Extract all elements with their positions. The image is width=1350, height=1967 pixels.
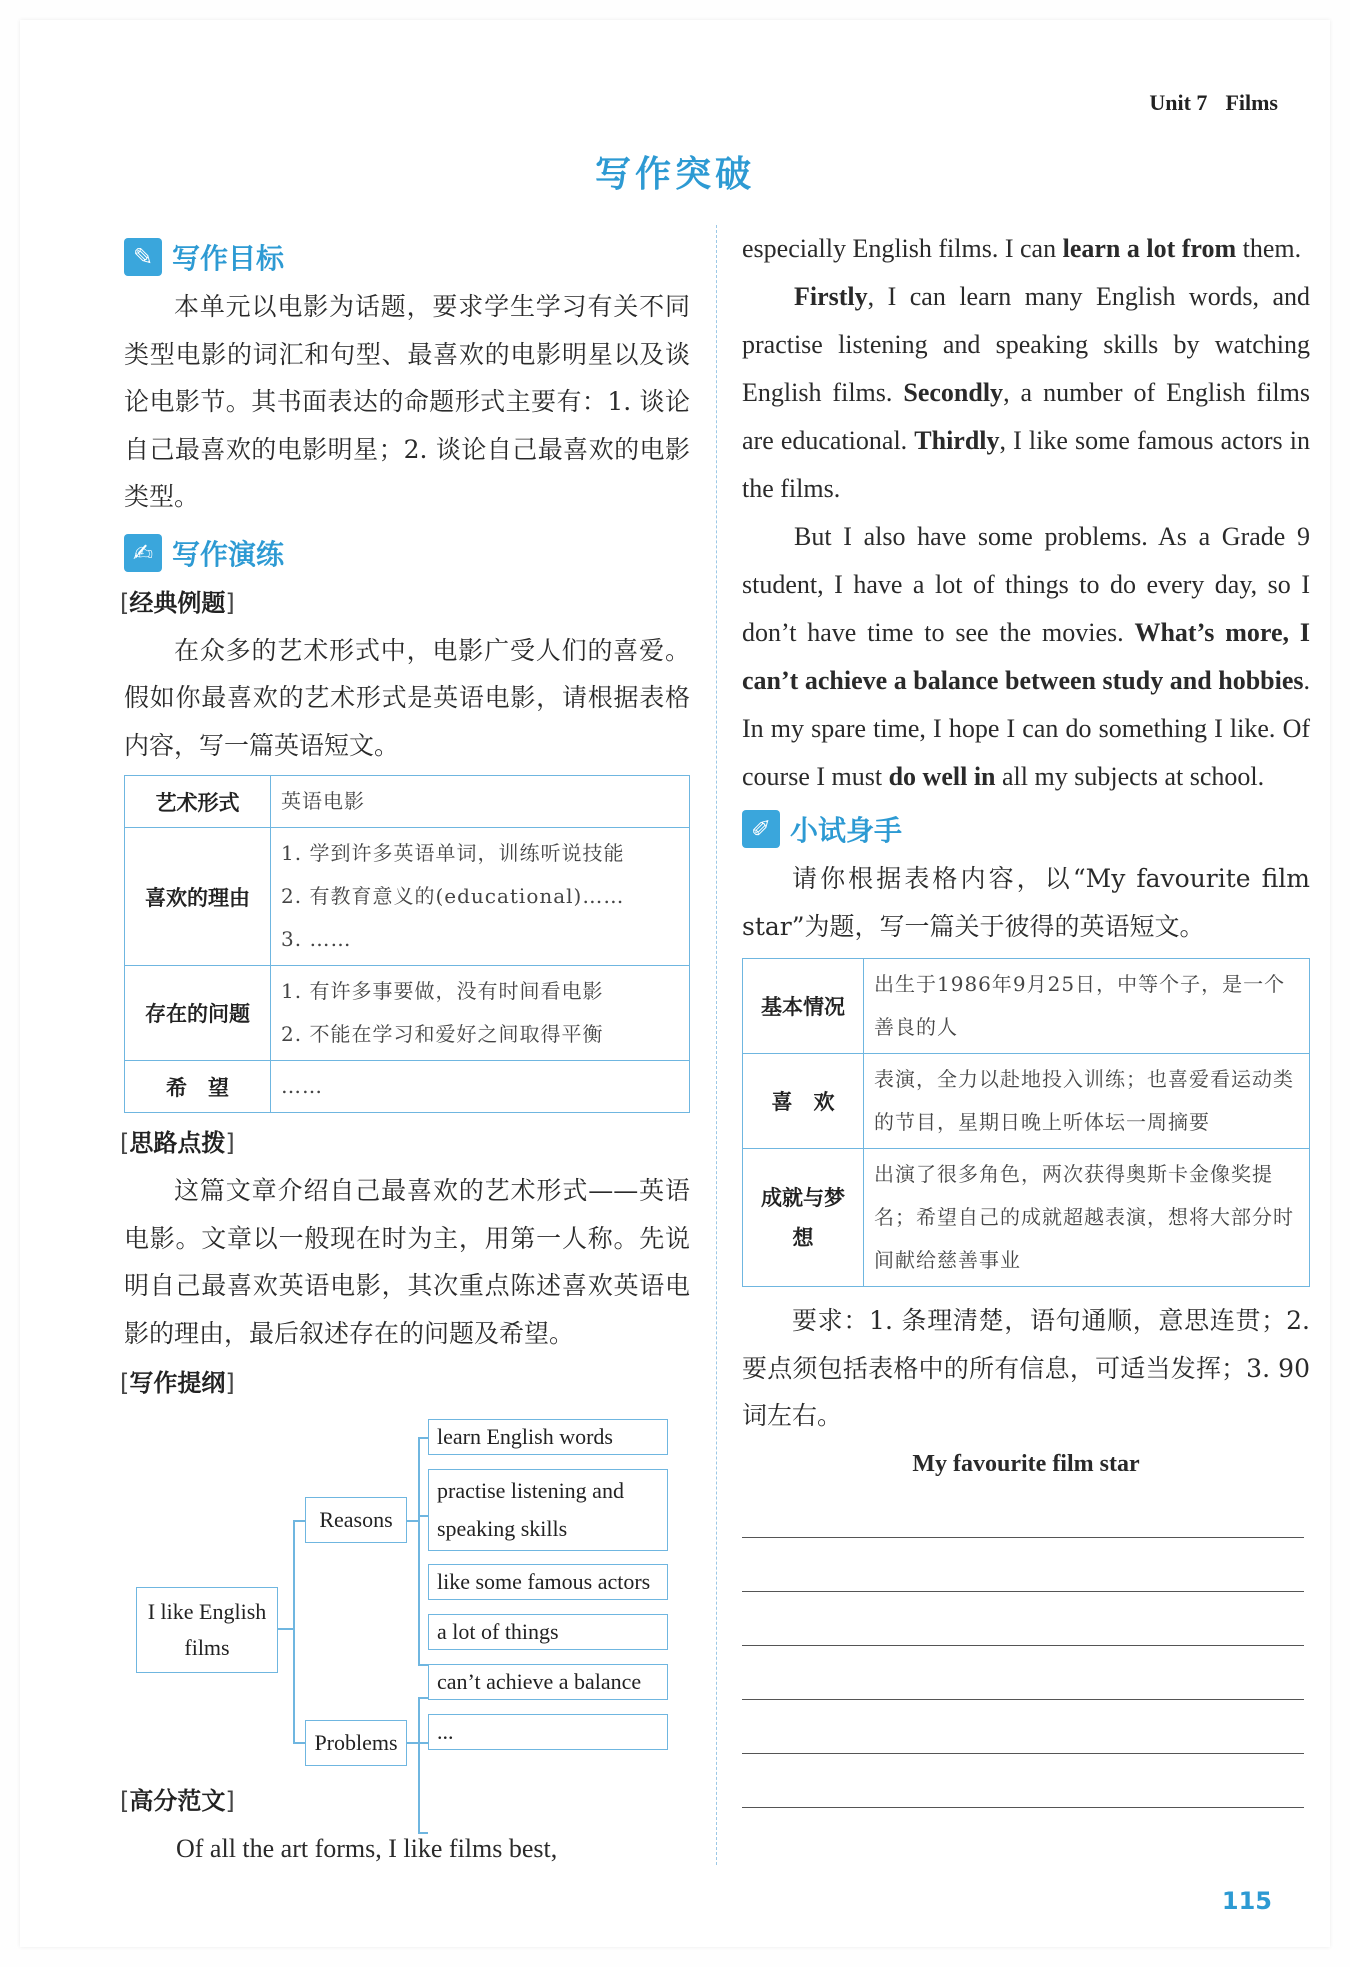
writing-line[interactable] bbox=[742, 1754, 1304, 1808]
problem-item: 2. 不能在学习和爱好之间取得平衡 bbox=[281, 1022, 604, 1046]
left-column bbox=[120, 225, 690, 1873]
writing-line[interactable] bbox=[742, 1592, 1304, 1646]
table-val-problems bbox=[271, 966, 690, 1061]
outline-root: I like English films bbox=[136, 1587, 278, 1673]
connector bbox=[418, 1697, 428, 1699]
try-table bbox=[742, 958, 1310, 1287]
section-goal-title: 写作目标 bbox=[172, 242, 285, 275]
writing-outline-diagram bbox=[124, 1407, 690, 1867]
essay-title: My favourite film star bbox=[912, 1450, 1140, 1477]
section-try-header bbox=[742, 805, 1310, 853]
table-head-problems: 存在的问题 bbox=[125, 966, 271, 1061]
connector bbox=[418, 1664, 428, 1666]
try-intro: 请你根据表格内容，以“My favourite film star”为题，写一篇关于彼得的英语短文。 bbox=[742, 864, 1310, 941]
goal-text: 本单元以电影为话题，要求学生学习有关不同类型电影的词汇和句型、最喜欢的电影明星以及谈论电影节。其书面表达的命题形式主要有：1. 谈论自己最喜欢的电影明星；2. 谈论自己最喜欢的电影类型。 bbox=[124, 292, 690, 511]
connector bbox=[418, 1697, 420, 1833]
connector bbox=[418, 1515, 428, 1517]
connector bbox=[406, 1742, 418, 1744]
table-val-art: 英语电影 bbox=[271, 776, 690, 828]
model-paragraph-2: Firstly, I can learn many English words, and practise listening and speaking skills by watching English films. Secondly, a number of English films are educational. Thirdly, I like some famous actors in the films. bbox=[742, 282, 1310, 503]
writing-area[interactable] bbox=[742, 1484, 1304, 1808]
page-title: 写作突破 bbox=[594, 154, 755, 195]
try-head-achievements: 成就与梦想 bbox=[743, 1149, 864, 1287]
unit-label: Unit 7 bbox=[1149, 90, 1208, 115]
table-val-reasons bbox=[271, 828, 690, 966]
connector bbox=[418, 1437, 428, 1439]
requirements-text: 要求：1. 条理清楚，语句通顺，意思连贯；2. 要点须包括表格中的所有信息，可适当发挥；3. 90词左右。 bbox=[742, 1306, 1310, 1430]
section-goal-header bbox=[124, 233, 690, 281]
writing-line[interactable] bbox=[742, 1484, 1304, 1538]
column-divider bbox=[716, 225, 717, 1865]
model-label: [高分范文] bbox=[120, 1787, 235, 1815]
page-number: 115 bbox=[1221, 1887, 1272, 1915]
try-val-achievements: 出演了很多角色，两次获得奥斯卡金像奖提名；希望自己的成就超越表演，想将大部分时间献给慈善事业 bbox=[864, 1149, 1310, 1287]
section-try-title: 小试身手 bbox=[790, 814, 903, 847]
section-practice-title: 写作演练 bbox=[172, 537, 285, 571]
section-practice-header bbox=[124, 529, 690, 577]
connector bbox=[293, 1742, 305, 1744]
outline-problem-item: ... bbox=[428, 1714, 668, 1750]
connector bbox=[293, 1520, 295, 1742]
table-head-art: 艺术形式 bbox=[125, 776, 271, 828]
pencil-icon: ✎ bbox=[124, 238, 162, 276]
reason-item: 2. 有教育意义的(educational)…… bbox=[281, 884, 625, 908]
outline-reason-item: practise listening and speaking skills bbox=[428, 1469, 668, 1551]
try-val-basic: 出生于1986年9月25日，中等个子，是一个善良的人 bbox=[864, 959, 1310, 1054]
model-paragraph-3: But I also have some problems. As a Grade 9 student, I have a lot of things to do every day, so I don’t have time to see the movies. What’s more, I can’t achieve a balance between study and hobbies. In my spare time, I hope I can do something I like. Of course I must do well in all my subjects at school. bbox=[742, 522, 1310, 791]
table-head-reasons: 喜欢的理由 bbox=[125, 828, 271, 966]
model-first-line: Of all the art forms, I like films best, bbox=[176, 1834, 558, 1863]
writing-line[interactable] bbox=[742, 1646, 1304, 1700]
connector bbox=[406, 1520, 418, 1522]
connector bbox=[277, 1628, 293, 1630]
example-label: [经典例题] bbox=[120, 588, 235, 617]
tips-text: 这篇文章介绍自己最喜欢的艺术形式——英语电影。文章以一般现在时为主，用第一人称。先说明自己最喜欢英语电影，其次重点陈述喜欢英语电影的理由，最后叙述存在的问题及希望。 bbox=[124, 1176, 690, 1348]
outline-label: [写作提纲] bbox=[120, 1369, 235, 1397]
outline-problem-item: can’t achieve a balance bbox=[428, 1664, 668, 1700]
outline-reasons: Reasons bbox=[305, 1497, 407, 1543]
connector bbox=[418, 1832, 428, 1834]
table-val-hope: …… bbox=[271, 1061, 690, 1113]
tips-label: [思路点拨] bbox=[120, 1129, 235, 1157]
outline-reason-item: learn English words bbox=[428, 1419, 668, 1455]
practice-icon: ✍ bbox=[124, 534, 162, 572]
example-text: 在众多的艺术形式中，电影广受人们的喜爱。假如你最喜欢的艺术形式是英语电影，请根据表格内容，写一篇英语短文。 bbox=[124, 635, 690, 760]
page bbox=[20, 20, 1330, 1947]
reason-item: 1. 学到许多英语单词，训练听说技能 bbox=[281, 841, 625, 865]
topic-label: Films bbox=[1225, 90, 1278, 115]
page-header bbox=[1131, 90, 1278, 116]
right-column bbox=[742, 225, 1310, 1808]
connector bbox=[418, 1437, 420, 1665]
writing-line[interactable] bbox=[742, 1700, 1304, 1754]
try-val-likes: 表演，全力以赴地投入训练；也喜爱看运动类的节目，星期日晚上听体坛一周摘要 bbox=[864, 1054, 1310, 1149]
try-head-likes: 喜 欢 bbox=[743, 1054, 864, 1149]
example-table bbox=[124, 775, 690, 1113]
connector bbox=[293, 1520, 305, 1522]
edit-icon: ✐ bbox=[742, 810, 780, 848]
model-paragraph-1-cont: especially English films. I can learn a lot from them. bbox=[742, 234, 1302, 263]
writing-line[interactable] bbox=[742, 1538, 1304, 1592]
try-head-basic: 基本情况 bbox=[743, 959, 864, 1054]
reason-item: 3. …… bbox=[281, 927, 352, 951]
problem-item: 1. 有许多事要做，没有时间看电影 bbox=[281, 979, 604, 1003]
outline-problem-item: a lot of things bbox=[428, 1614, 668, 1650]
connector bbox=[418, 1742, 428, 1744]
outline-reason-item: like some famous actors bbox=[428, 1564, 668, 1600]
table-head-hope: 希 望 bbox=[125, 1061, 271, 1113]
outline-problems: Problems bbox=[305, 1720, 407, 1766]
